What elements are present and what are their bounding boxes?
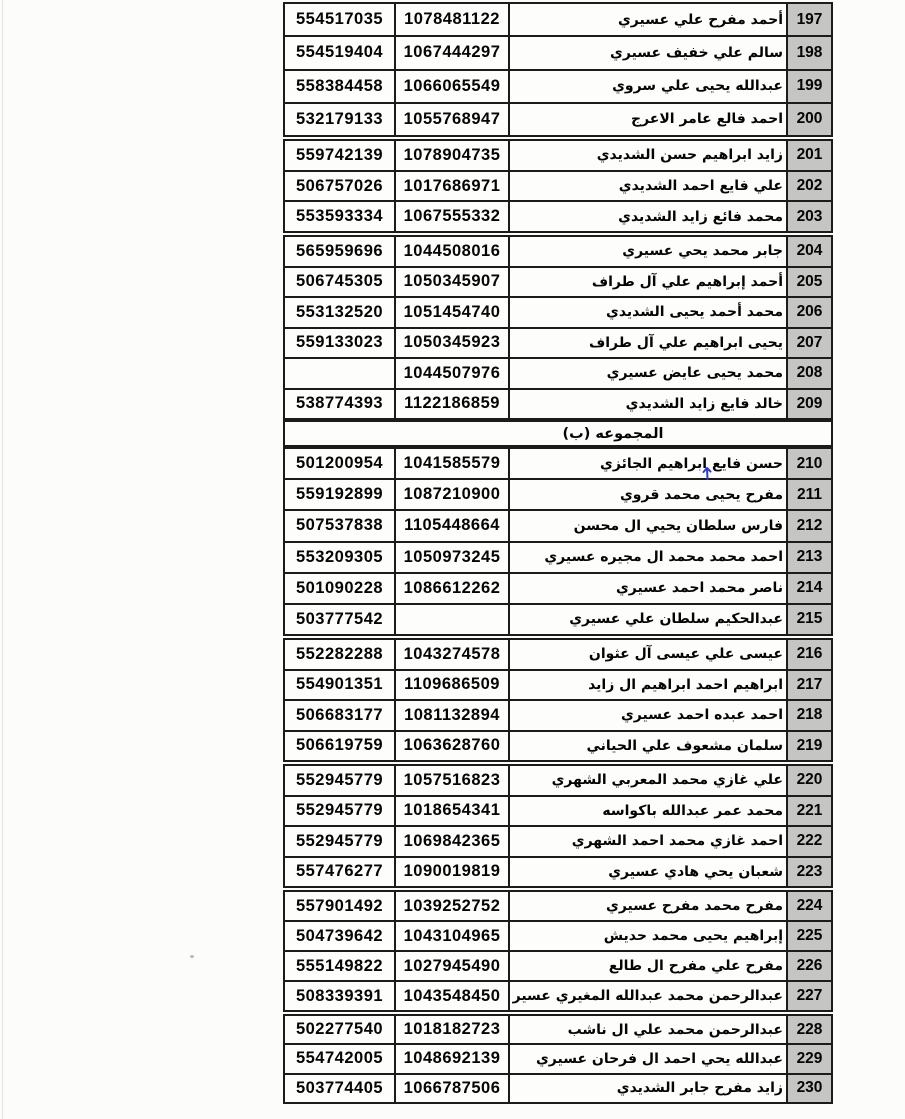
table-row [285,327,831,358]
phone-cell: 503774405 [285,1075,396,1102]
row-number-cell: 199 [788,71,831,102]
row-number-cell: 202 [788,172,831,201]
table-row [285,920,831,950]
phone-cell: 501200954 [285,449,396,478]
id-cell: 1048692139 [396,1045,510,1072]
name-cell: أحمد إبراهيم علي آل طراف [510,268,788,297]
table-row [285,357,831,388]
row-number-cell: 210 [788,449,831,478]
id-cell: 1081132894 [396,701,510,730]
table-row [285,699,831,730]
row-number-cell: 226 [788,952,831,980]
name-cell: عبدالرحمن محمد عبدالله المغيري عسير [510,982,788,1010]
phone-cell: 555149822 [285,952,396,980]
id-cell: 1090019819 [396,858,510,887]
table-row [285,388,831,419]
id-cell: 1051454740 [396,298,510,327]
phone-cell: 557901492 [285,892,396,920]
row-number-cell: 230 [788,1075,831,1102]
id-cell: 1027945490 [396,952,510,980]
phone-cell: 501090228 [285,574,396,603]
row-number-cell: 229 [788,1045,831,1072]
name-cell: عبدالرحمن محمد علي ال ناشب [510,1016,788,1043]
phone-cell: 552945779 [285,797,396,826]
name-cell: عبدالحكيم سلطان علي عسيري [510,605,788,634]
group-header-label: المجموعه (ب) [562,425,664,442]
id-cell: 1086612262 [396,574,510,603]
id-cell: 1043548450 [396,982,510,1010]
table-block [283,447,833,636]
row-number-cell: 214 [788,574,831,603]
name-cell: مفرح يحيى محمد قروي [510,480,788,509]
table-row [285,237,831,266]
name-cell: أحمد مفرح علي عسيري [510,4,788,35]
row-number-cell: 216 [788,640,831,669]
row-number-cell: 222 [788,827,831,856]
name-cell: محمد عمر عبدالله باكواسه [510,797,788,826]
row-number-cell: 218 [788,701,831,730]
row-number-cell: 200 [788,104,831,135]
name-cell: عبدالله يحيى علي سروي [510,71,788,102]
phone-cell: 554901351 [285,671,396,700]
row-number-cell: 217 [788,671,831,700]
id-cell: 1066065549 [396,71,510,102]
table-row [285,825,831,856]
phone-cell: 554742005 [285,1045,396,1072]
table-row [285,296,831,327]
id-cell: 1041585579 [396,449,510,478]
table-row [285,1016,831,1043]
table-row [285,541,831,572]
phone-cell: 565959696 [285,237,396,266]
row-number-cell: 219 [788,732,831,761]
table-row [285,478,831,509]
id-cell: 1050973245 [396,543,510,572]
table-row [285,200,831,231]
name-cell: محمد أحمد يحيى الشديدي [510,298,788,327]
id-cell: 1087210900 [396,480,510,509]
table-row [285,102,831,135]
table-row [285,170,831,201]
table-block [283,235,833,420]
row-number-cell: 212 [788,511,831,540]
table-block [283,764,833,888]
phone-cell: 553593334 [285,202,396,231]
id-cell: 1066787506 [396,1075,510,1102]
table-row [285,603,831,634]
id-cell: 1078481122 [396,4,510,35]
name-cell: ابراهيم احمد ابراهيم ال زايد [510,671,788,700]
row-number-cell: 203 [788,202,831,231]
row-number-cell: 201 [788,141,831,170]
name-cell: عبدالله يحي احمد ال فرحان عسيري [510,1045,788,1072]
name-cell: حسن فايع ابراهيم الجائزي [510,449,788,478]
name-cell: علي فايع احمد الشديدي [510,172,788,201]
name-cell: احمد فالع عامر الاعرج [510,104,788,135]
blue-pen-mark [700,464,714,485]
id-cell: 1067555332 [396,202,510,231]
id-cell: 1050345923 [396,329,510,358]
row-number-cell: 198 [788,37,831,68]
phone-cell: 532179133 [285,104,396,135]
phone-cell: 558384458 [285,71,396,102]
row-number-cell: 224 [788,892,831,920]
phone-cell: 554519404 [285,37,396,68]
id-cell: 1044508016 [396,237,510,266]
phone-cell: 552945779 [285,766,396,795]
id-cell: 1017686971 [396,172,510,201]
table-row [285,509,831,540]
phone-cell: 506619759 [285,732,396,761]
phone-cell: 506683177 [285,701,396,730]
table-row [285,730,831,761]
phone-cell: 553132520 [285,298,396,327]
row-number-cell: 223 [788,858,831,887]
table-row [285,669,831,700]
table-block [283,139,833,233]
id-cell: 1018654341 [396,797,510,826]
phone-cell: 506745305 [285,268,396,297]
table-row [285,1043,831,1072]
id-cell: 1105448664 [396,511,510,540]
phone-cell: 553209305 [285,543,396,572]
row-number-cell: 209 [788,390,831,419]
row-number-cell: 205 [788,268,831,297]
table-row [285,892,831,920]
name-cell: جابر محمد يحي عسيري [510,237,788,266]
row-number-cell: 225 [788,922,831,950]
id-cell: 1043274578 [396,640,510,669]
phone-cell: 559742139 [285,141,396,170]
name-cell: احمد غازي محمد احمد الشهري [510,827,788,856]
row-number-cell: 215 [788,605,831,634]
phone-cell: 557476277 [285,858,396,887]
id-cell: 1078904735 [396,141,510,170]
id-cell: 1039252752 [396,892,510,920]
phone-cell: 552282288 [285,640,396,669]
table-row [285,35,831,68]
phone-cell: 507537838 [285,511,396,540]
id-cell: 1044507976 [396,359,510,388]
name-cell: مفرح محمد مفرح عسيري [510,892,788,920]
phone-cell: 559192899 [285,480,396,509]
table-block [283,1014,833,1104]
name-cell: مفرح علي مفرح ال طالع [510,952,788,980]
name-cell: سلمان مشعوف علي الحياني [510,732,788,761]
phone-cell: 502277540 [285,1016,396,1043]
scan-speckle [190,955,194,958]
table-row [285,640,831,669]
table-row [285,572,831,603]
row-number-cell: 204 [788,237,831,266]
row-number-cell: 213 [788,543,831,572]
group-header-row [283,420,833,447]
row-number-cell: 228 [788,1016,831,1043]
table-row [285,141,831,170]
id-cell: 1069842365 [396,827,510,856]
name-cell: علي غازي محمد المعربي الشهري [510,766,788,795]
row-number-cell: 206 [788,298,831,327]
row-number-cell: 207 [788,329,831,358]
table-row [285,449,831,478]
table-block [283,638,833,762]
id-cell: 1067444297 [396,37,510,68]
table-row [285,1073,831,1102]
phone-cell [285,359,396,388]
id-cell: 1043104965 [396,922,510,950]
table-row [285,856,831,887]
row-number-cell: 211 [788,480,831,509]
name-cell: إبراهيم يحيى محمد حديش [510,922,788,950]
name-cell: زايد ابراهيم حسن الشديدي [510,141,788,170]
phone-cell: 504739642 [285,922,396,950]
phone-cell: 506757026 [285,172,396,201]
table-row [285,69,831,102]
id-cell: 1063628760 [396,732,510,761]
table-row [285,266,831,297]
row-number-cell: 221 [788,797,831,826]
phone-cell: 559133023 [285,329,396,358]
name-cell: محمد فائع زايد الشديدي [510,202,788,231]
row-number-cell: 227 [788,982,831,1010]
row-number-cell: 208 [788,359,831,388]
row-number-cell: 220 [788,766,831,795]
table-row [285,980,831,1010]
name-cell: محمد يحيى عايض عسيري [510,359,788,388]
table-block [283,890,833,1012]
table-row [285,4,831,35]
phone-cell: 554517035 [285,4,396,35]
phone-cell: 552945779 [285,827,396,856]
scan-edge-artifact [2,0,3,1119]
phone-cell: 538774393 [285,390,396,419]
name-cell: احمد محمد محمد ال مجيره عسيري [510,543,788,572]
name-cell: احمد عبده احمد عسيري [510,701,788,730]
phone-cell: 503777542 [285,605,396,634]
name-cell: ناصر محمد احمد عسيري [510,574,788,603]
name-cell: خالد فايع زايد الشديدي [510,390,788,419]
name-cell: يحيى ابراهيم علي آل طراف [510,329,788,358]
id-cell: 1122186859 [396,390,510,419]
id-cell [396,605,510,634]
name-cell: زايد مفرح جابر الشديدي [510,1075,788,1102]
table-block [283,2,833,137]
name-cell: فارس سلطان يحيي ال محسن [510,511,788,540]
name-cell: عيسى علي عيسى آل عثوان [510,640,788,669]
id-cell: 1050345907 [396,268,510,297]
table-row [285,795,831,826]
id-cell: 1055768947 [396,104,510,135]
id-cell: 1109686509 [396,671,510,700]
id-cell: 1018182723 [396,1016,510,1043]
phone-cell: 508339391 [285,982,396,1010]
table-row [285,766,831,795]
id-cell: 1057516823 [396,766,510,795]
row-number-cell: 197 [788,4,831,35]
name-cell: سالم علي خفيف عسيري [510,37,788,68]
table-row [285,950,831,980]
name-cell: شعبان يحي هادي عسيري [510,858,788,887]
